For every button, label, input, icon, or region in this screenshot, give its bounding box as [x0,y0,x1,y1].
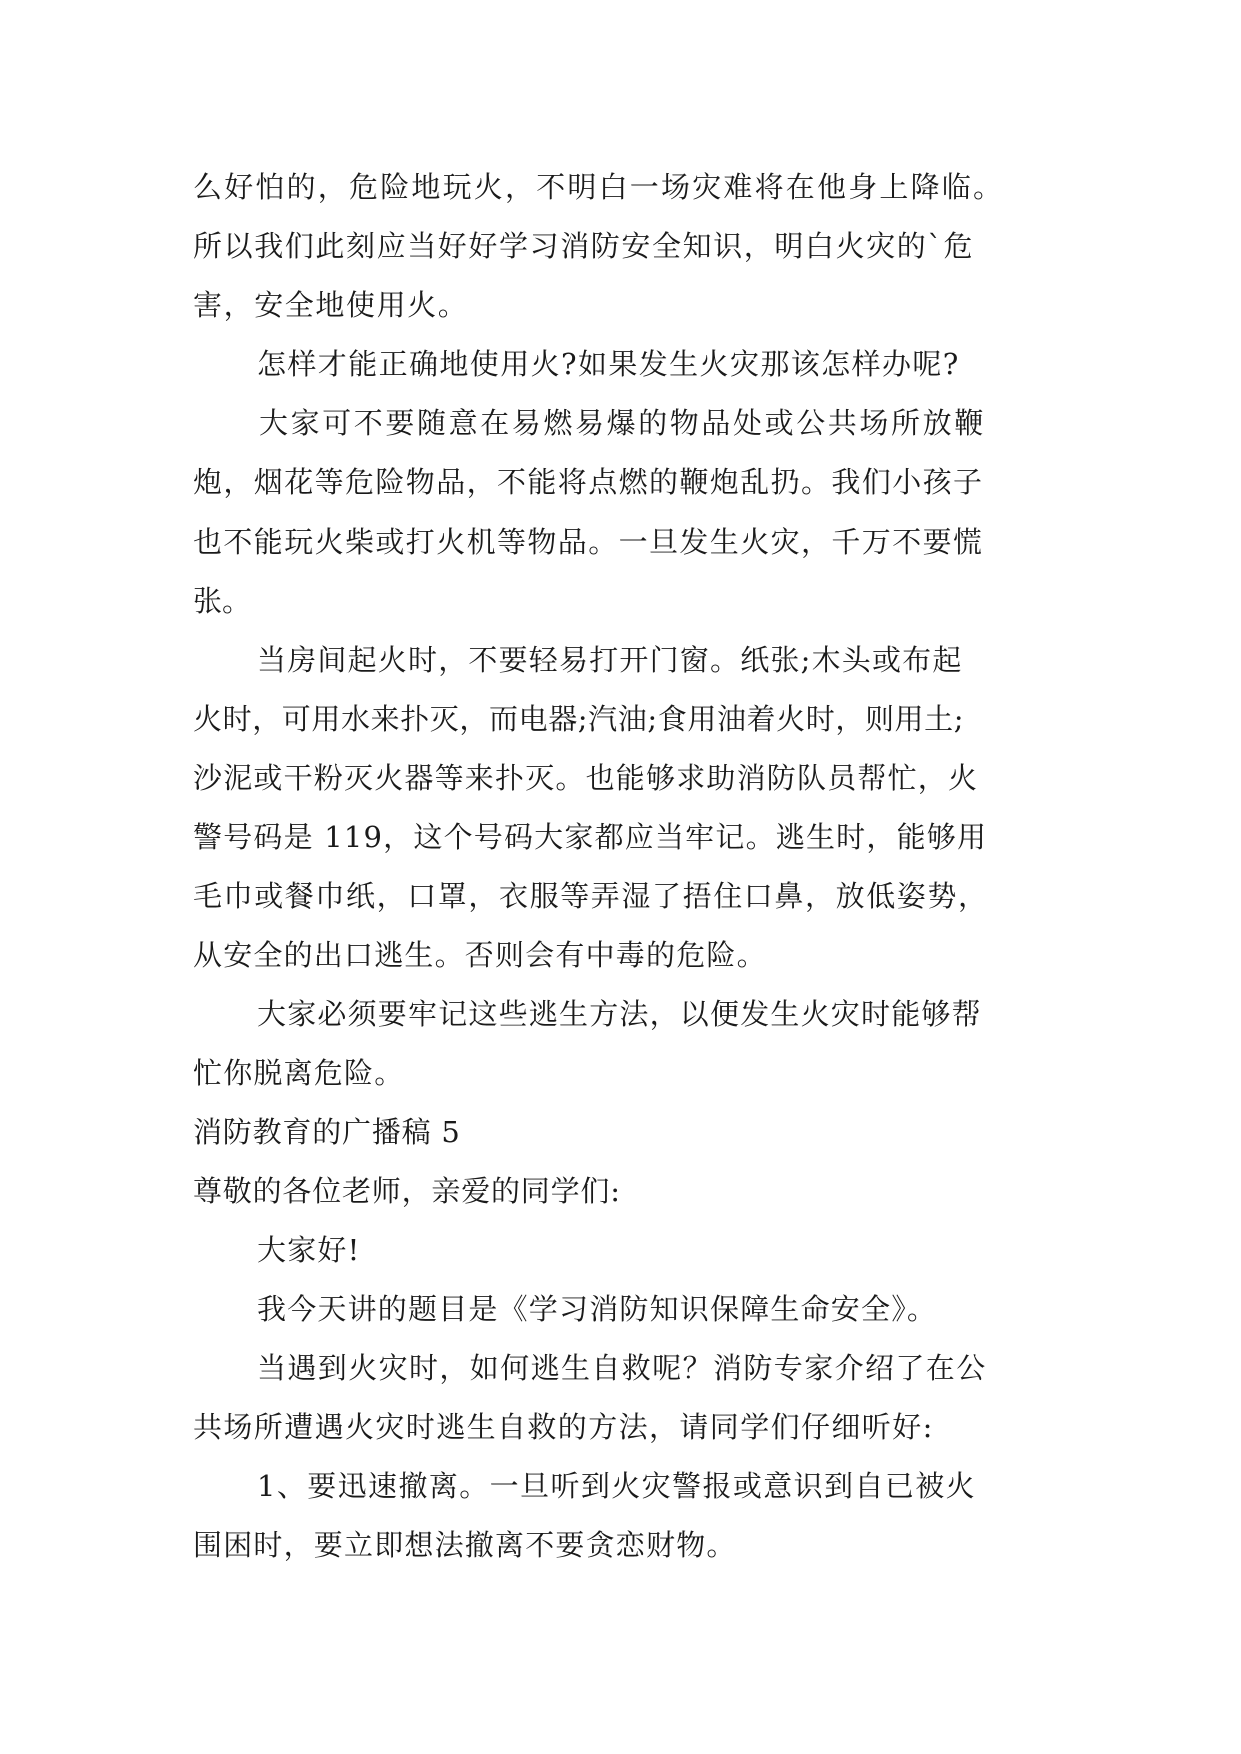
text-line: 共场所遭遇火灾时逃生自救的方法，请同学们仔细听好: [193,1410,934,1444]
text-line: 当遇到火灾时，如何逃生自救呢？消防专家介绍了在公 [257,1351,987,1385]
text-line: 大家可不要随意在易燃易爆的物品处或公共场所放鞭 [259,406,986,440]
text-line: 也不能玩火柴或打火机等物品。一旦发生火灾，千万不要慌 [193,525,984,559]
section-heading: 消防教育的广播稿 5 [193,1115,461,1149]
text-line: 害，安全地使用火。 [193,288,469,322]
text-line: 忙你脱离危险。 [193,1056,405,1090]
greeting: 大家好! [257,1233,361,1267]
text-line: 么好怕的，危险地玩火，不明白一场灾难将在他身上降临。 [193,170,1005,204]
text-line: 当房间起火时，不要轻易打开门窗。纸张;木头或布起 [257,643,963,677]
text-line: 所以我们此刻应当好好学习消防安全知识，明白火灾的`危 [193,229,975,263]
text-line: 我今天讲的题目是《学习消防知识保障生命安全》。 [257,1292,938,1326]
text-line: 警号码是 119，这个号码大家都应当牢记。逃生时，能够用 [193,820,988,854]
text-line: 沙泥或干粉灭火器等来扑灭。也能够求助消防队员帮忙，火 [193,761,979,795]
text-line: 大家必须要牢记这些逃生方法，以便发生火灾时能够帮 [257,997,982,1031]
text-line: 毛巾或餐巾纸，口罩，衣服等弄湿了捂住口鼻，放低姿势， [193,879,989,913]
text-line: 火时，可用水来扑灭，而电器;汽油;食用油着火时，则用土; [193,702,965,736]
list-item: 1、要迅速撤离。一旦听到火灾警报或意识到自已被火 [257,1469,977,1503]
text-line: 从安全的出口逃生。否则会有中毒的危险。 [193,938,767,972]
text-line: 围困时，要立即想法撤离不要贪恋财物。 [193,1528,737,1562]
salutation: 尊敬的各位老师，亲爱的同学们: [193,1174,621,1208]
text-line: 炮，烟花等危险物品，不能将点燃的鞭炮乱扔。我们小孩子 [193,465,984,499]
text-line: 张。 [193,584,252,618]
text-line: 怎样才能正确地使用火?如果发生火灾那该怎样办呢? [257,347,960,381]
